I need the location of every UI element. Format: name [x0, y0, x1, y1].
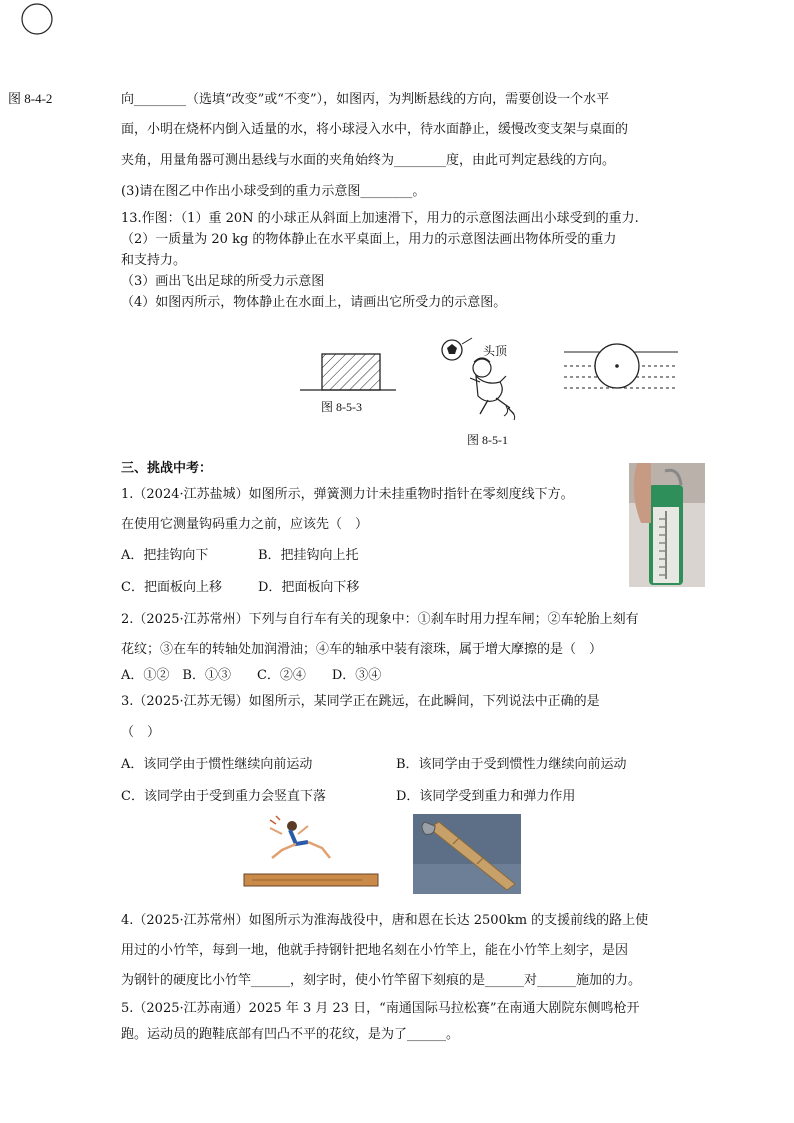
hatched-block-figure: [300, 350, 400, 395]
spring-scale-photo: [629, 463, 705, 587]
q13-line-1: 13.作图：（1）重 20N 的小球正从斜面上加速滑下，用力的示意图法画出小球受到的重力.: [121, 211, 639, 226]
figure-caption-8-5-1: 图 8-5-1: [467, 433, 508, 447]
q3-line-1: 3.（2025·江苏无锡）如图所示，某同学正在跳远，在此瞬间，下列说法中正确的是: [121, 694, 600, 709]
q1-line-1: 1.（2024·江苏盐城）如图所示，弹簧测力计未挂重物时指针在零刻度线下方。: [121, 487, 574, 502]
q1-option-d: D．把面板向下移: [258, 580, 360, 595]
q4-line-3: 为钢针的硬度比小竹竿______，刻字时，使小竹竿留下刻痕的是______对______施加的力。: [121, 973, 642, 988]
q3-option-b: B．该同学由于受到惯性力继续向前运动: [396, 757, 627, 772]
q13-line-3: 和支持力。: [121, 253, 187, 268]
q3-option-a: A．该同学由于惯性继续向前运动: [121, 757, 313, 772]
q5-line-2: 跑。运动员的跑鞋底部有凹凸不平的花纹，是为了______。: [121, 1027, 460, 1042]
q12-line-4: (3)请在图乙中作出小球受到的重力示意图________。: [121, 184, 426, 199]
section-3-title: 三、挑战中考：: [121, 461, 213, 476]
q1-option-b: B．把挂钩向上托: [258, 548, 359, 563]
q13-line-5: （4）如图丙所示，物体静止在水面上，请画出它所受力的示意图。: [121, 295, 507, 310]
q2-options: A．①② B．①③ C．②④ D．③④: [121, 668, 382, 683]
q3-option-d: D．该同学受到重力和弹力作用: [396, 789, 576, 804]
floating-ball-figure: [564, 340, 678, 400]
q12-line-2: 面，小明在烧杯内倒入适量的水，将小球浸入水中，待水面静止，缓慢改变支架与桌面的: [121, 122, 629, 137]
q1-line-2: 在使用它测量钩码重力之前，应该先（ ）: [121, 517, 369, 532]
q13-line-4: （3）画出飞出足球的所受力示意图: [121, 274, 325, 289]
q13-line-2: （2）一质量为 20 kg 的物体静止在水平桌面上，用力的示意图法画出物体所受的重力: [121, 232, 617, 247]
q4-line-1: 4.（2025·江苏常州）如图所示为淮海战役中，唐和恩在长达 2500km 的支援前线的路上使: [121, 913, 649, 928]
q1-option-c: C．把面板向上移: [121, 580, 222, 595]
head-label: 头顶: [483, 344, 508, 358]
corner-circle-mark: [18, 2, 58, 42]
figure-caption-8-5-3: 图 8-5-3: [321, 400, 362, 414]
q3-option-c: C．该同学由于受到重力会竖直下落: [121, 789, 326, 804]
q1-option-a: A．把挂钩向下: [121, 548, 209, 563]
q12-line-1: 向________（选填“改变”或“不变”），如图丙，为判断悬线的方向，需要创设一个水平: [121, 92, 610, 107]
long-jump-figure: [242, 814, 380, 890]
q4-line-2: 用过的小竹竿，每到一地，他就手持钢针把地名刻在小竹竿上，能在小竹竿上刻字，是因: [121, 943, 629, 958]
q5-line-1: 5.（2025·江苏南通）2025 年 3 月 23 日，“南通国际马拉松赛”在南通大剧院东侧鸣枪开: [121, 1001, 640, 1016]
q2-line-1: 2.（2025·江苏常州）下列与自行车有关的现象中：①刹车时用力捏车闸；②车轮胎上刻有: [121, 612, 639, 627]
q12-line-3: 夹角，用量角器可测出悬线与水面的夹角始终为________度，由此可判定悬线的方向。: [121, 153, 616, 168]
q2-line-2: 花纹；③在车的转轴处加润滑油；④车的轴承中装有滚珠，属于增大摩擦的是（ ）: [121, 642, 603, 657]
figure-side-label: 图 8-4-2: [8, 91, 53, 106]
q3-line-2: （ ）: [121, 725, 161, 740]
bamboo-pole-photo: [413, 814, 521, 894]
